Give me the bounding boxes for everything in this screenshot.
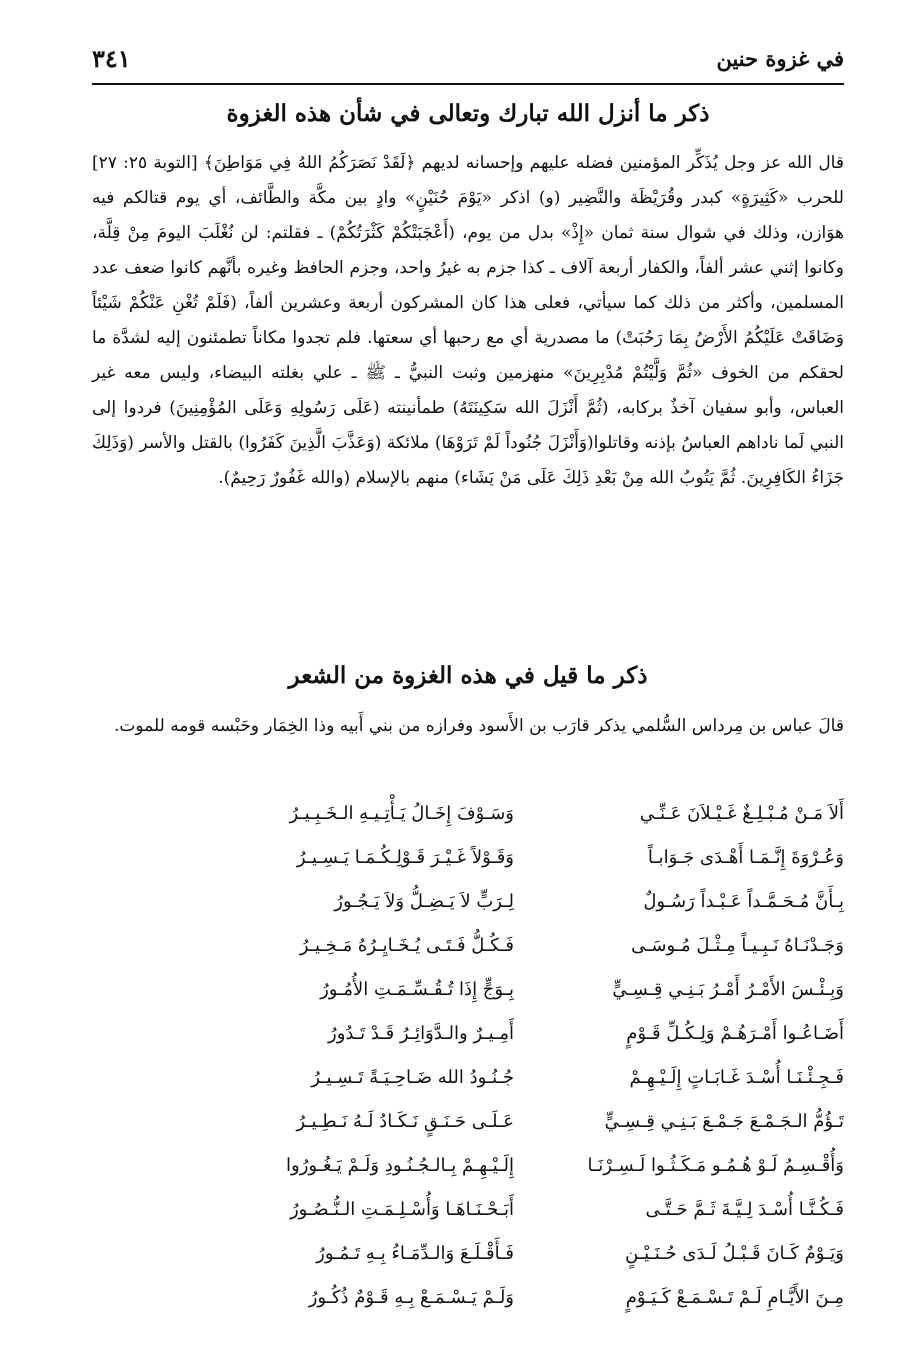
verse-line — [204, 979, 844, 1019]
section-heading-revelation: ذكر ما أنزل الله تبارك وتعالى في شأن هذه الغزوة — [226, 100, 710, 127]
verse-second-hemistich: فَـكُـلُّ فَـتَـى يُـخَـايِـرُهُ مَـخِـيـرُ — [299, 935, 514, 956]
verse-first-hemistich: وَجَـدْنَـاهُ نَـبِـيـاً مِـثْـلَ مُـوسَـى — [631, 935, 844, 956]
verse-second-hemistich: وَسَـوْفَ إِخَـالُ يَـأْتِـيـهِ الـخَـبِـيـرُ — [289, 803, 514, 824]
verse-first-hemistich: وَيَـوْمٌ كَـانَ قَـبْـلُ لَـدَى حُـنَـيْـنٍ — [625, 1243, 844, 1264]
verse-first-hemistich: وَعُـرْوَةَ إِنَّـمَـا أَهْـدَى جَـوَابـاً — [647, 847, 844, 868]
verse-second-hemistich: إِلَـيْـهِـمْ بِـالـجُـنُـودِ وَلَـمْ يَـغُـورُوا — [286, 1155, 514, 1176]
verse-line — [204, 803, 844, 843]
verse-first-hemistich: مِـنَ الأَيَّـامِ لَـمْ تَـسْـمَـعْ كَـيَـوْمٍ — [625, 1287, 844, 1308]
verse-first-hemistich: فَـجِـئْـنَـا أُسْـدَ غَـابَـاتٍ إِلَـيْـهِـمْ — [629, 1067, 844, 1088]
verse-line — [204, 1111, 844, 1151]
verse-line — [204, 935, 844, 975]
verse-first-hemistich: وَأُقْـسِـمُ لَـوْ هُـمُـو مَـكَـثُـوا لَـسِـرْنَـا — [587, 1155, 844, 1176]
verse-first-hemistich: بِـأَنَّ مُـحَـمَّـداً عَـبْـداً رَسُـولٌ — [643, 891, 844, 912]
verse-line — [204, 1243, 844, 1283]
section-heading-poetry: ذكر ما قيل في هذه الغزوة من الشعر — [288, 662, 648, 689]
verse-second-hemistich: أَبَـحْـنَـاهَـا وَأُسْـلِـمَـتِ الـنُّـصُـورُ — [289, 1199, 514, 1220]
verse-second-hemistich: وَقَـوْلاً غَـيْـرَ قَـوْلِـكُـمَـا يَـسِـيـرُ — [296, 847, 514, 868]
verse-second-hemistich: فَـأَقْـلَـعَ وَالـدِّمَـاءُ بِـهِ تَـمُـورُ — [316, 1243, 514, 1264]
verse-first-hemistich: وَبِـئْـسَ الأَمْـرُ أَمْـرُ بَـنِـي قِـسِـيٍّ — [612, 979, 844, 1000]
verse-first-hemistich: أَضَـاعُـوا أَمْـرَهُـمْ وَلِـكُـلِّ قَـوْمٍ — [626, 1023, 844, 1044]
tafsir-paragraph: قال الله عز وجل يُذَكِّر المؤمنين فضله عليهم وإحسانه لديهم ﴿لَقَدْ نَصَرَكُمُ اللهُ فِي مَوَاطِنَ﴾ [التوبة ٢٥: ٢٧] للحرب «كَثِيرَةٍ» كبدر وقُرَيْظَة والنَّضِير (و) اذكر «يَوْمَ حُنَيْنٍ» وادٍ بين مكَّة والطَّائف، أي يوم قتالكم فيه هوَازن، وذلك في شوال سنة ثمان «إِذْ» بدل من يوم، (أَعْجَبَتْكُمْ كَثْرَتُكُمْ) ـ فقلتم: لن نُغْلَبَ اليومَ مِنْ قِلَّة، وكانوا إثني عشر ألفاً، والكفار أربعة آلاف ـ كذا جزم به غيرُ واحد، وجزم الحافظ وغيره بأنَّهم كانوا ضعف عدد المسلمين، وأكثر من ذلك كما سيأتي، فعلى هذا كان المشركون أربعة وعشرين ألفاً، (فَلَمْ تُغْنِ عَنْكُمْ شَيْئاً وَضَاقَتْ عَلَيْكُمُ الأَرْضُ بِمَا رَحُبَتْ) ما مصدرية أي مع رحبها أي سعتها. فلم تجدوا مكاناً تطمئنون إليه لشدَّة ما لحقكم من الخوف «ثُمَّ وَلَّيْتُمْ مُدْبِرِينَ» منهزمين وثبت النبيُّ ـ ﷺ ـ علي بغلته البيضاء، وليس معه غير العباس، وأبو سفيان آخذٌ بركابه، (ثُمَّ أَنْزَلَ الله سَكِينَتَهُ) طمأنينته (عَلَى رَسُولِهِ وَعَلَى المُؤْمِنِينَ) فردوا إلى النبي لَما ناداهم العباسُ بإذنه وقاتلوا(وَأَنْزَلَ جُنُوداً لَمْ تَرَوْهَا) ملائكة (وَعَذَّبَ الَّذِينَ كَفَرُوا) بالقتل والأسر (وَذَلِكَ جَزَاءُ الكَافِرِينَ. ثُمَّ يَتُوبُ الله مِنْ بَعْدِ ذَلِكَ عَلَى مَنْ يَشَاء) منهم بالإسلام (والله غَفُورٌ رَحِيمٌ). — [92, 153, 844, 488]
page-number: ٣٤١ — [92, 44, 131, 73]
page-header — [92, 42, 844, 82]
verse-second-hemistich: أَمِـيـرٌ والـدَّوَائِـرُ قَـدْ تَـدُورُ — [328, 1023, 514, 1044]
verse-second-hemistich: عَـلَـى حَـنَـقٍ نَـكَـادُ لَـهُ نَـطِـيـرُ — [296, 1111, 514, 1132]
verse-first-hemistich: أَلاَ مَـنْ مُـبْـلِـغٌ غَـيْـلاَنَ عَـنِّـي — [639, 803, 844, 824]
verse-line — [204, 1287, 844, 1327]
verse-line — [204, 891, 844, 931]
running-title: في غزوة حنين — [716, 46, 844, 71]
verse-second-hemistich: بِـوَجٍّ إِذَا تُـقُـسِّـمَـتِ الأُمُـورُ — [320, 979, 514, 1000]
verse-second-hemistich: لِـرَبٍّ لاَ يَـضِـلُّ وَلاَ يَـجُـورُ — [334, 891, 514, 912]
verse-line — [204, 1199, 844, 1239]
header-rule — [92, 83, 844, 85]
verse-first-hemistich: فَـكُـنَّـا أُسْـدَ لِـيَّـةَ ثَـمَّ حَـتَّـى — [645, 1199, 844, 1220]
verse-first-hemistich: تَـؤُمُّ الـجَـمْـعَ جَـمْـعَ بَـنِـي قِـسِـيٍّ — [604, 1111, 844, 1132]
verse-line — [204, 1067, 844, 1107]
poetry-intro: قالَ عباس بن مِرداس السُّلمي يذكر قارَب بن الأَسود وفرازه من بني أَبيه وذا الخِمَار وحَبْسه قومه للموت. — [114, 716, 844, 736]
verse-line — [204, 847, 844, 887]
verse-line — [204, 1155, 844, 1195]
verse-line — [204, 1023, 844, 1063]
verse-second-hemistich: جُـنُـودُ الله ضَـاحِـيَـةً تَـسِـيـرُ — [311, 1067, 514, 1088]
verse-second-hemistich: وَلَـمْ يَـسْـمَـعْ بِـهِ قَـوْمٌ ذُكُـورُ — [308, 1287, 514, 1308]
